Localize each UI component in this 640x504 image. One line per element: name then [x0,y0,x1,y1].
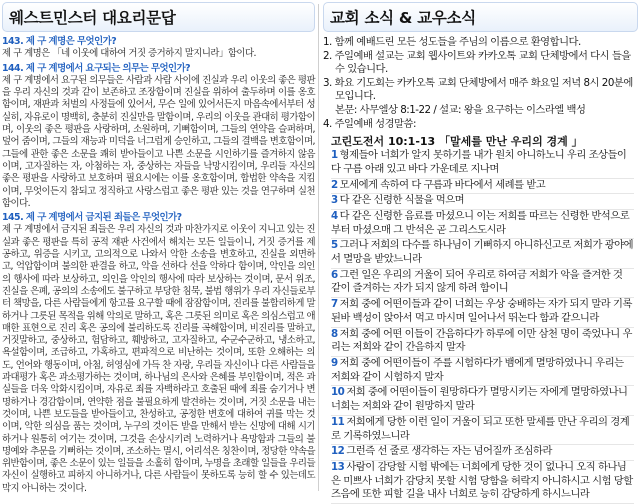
verse-number: 11 [331,415,345,428]
verse-number: 2 [331,178,338,191]
verse-number: 13 [331,460,345,473]
news-list [323,36,638,104]
verse-text: 저희 중에 어떤이들이 주를 시험하다가 뱀에게 멸망하였나니 우리는 저희와 같이 시험하지 말자 [331,357,624,383]
verse-number: 10 [331,386,345,399]
verse-text: 그런 일은 우리의 거울이 되어 우리로 하여금 저희가 악을 즐겨한 것 같이 즐겨하는 자가 되지 않게 하려 함이니 [331,268,623,295]
news-column [323,2,638,501]
verse-item [331,357,634,386]
question-145: 145. 제 구 계명에서 금지된 죄들은 무엇인가? [2,212,182,224]
news-item: 1. 함께 예배드린 모든 성도들을 주님의 이름으로 환영합니다. [323,36,581,48]
verse-text: 그런즉 선 줄로 생각하는 자는 넘어질까 조심하라 [346,445,552,458]
verse-item [331,269,634,298]
verse-item [331,445,634,461]
verse-number: 6 [331,268,338,281]
verse-number: 3 [331,194,338,207]
verse-item [331,386,634,415]
verse-item [331,210,634,239]
verse-item [331,416,634,445]
answer-143: 제 구 계명은 「네 이웃에 대하여 거짓 증거하지 말지니라」함이다. [2,48,256,60]
news-title: 교회 소식 & 교우소식 [330,9,476,27]
verse-text: 저희 중에 어떤이들과 같이 너희는 우상 숭배하는 자가 되지 말라 기록된바 백성이 앉아서 먹고 마시며 일어나서 뛰논다 함과 같으니라 [331,298,632,324]
verse-text: 모세에게 속하여 다 구름과 바다에서 세례를 받고 [339,178,546,191]
verse-number: 5 [331,239,338,252]
verse-number: 12 [331,445,345,458]
verse-text: 다 같은 신령한 식물을 먹으며 [339,194,465,207]
verse-item [331,194,634,210]
verse-item [331,461,634,504]
news-item: 2. 주일예배 설교는 교회 웹사이트와 카카오톡 교회 단체방에서 다시 들을 수 있습니다. [323,49,631,76]
verse-number: 9 [331,357,338,369]
verse-item [331,298,634,327]
verse-item [331,239,634,268]
catechism-column [2,2,315,493]
question-143: 143. 제 구 계명은 무엇인가? [2,36,117,47]
verse-list [323,149,638,504]
verse-item [331,179,634,195]
passage-title: 고린도전서 10:1-13 「말세를 만난 우리의 경계 」 [331,135,583,149]
news-header [323,2,638,32]
news-list-2 [323,118,638,132]
verse-text: 저희에게 당한 이런 일이 거울이 되고 또한 말세를 만난 우리의 경계로 기록하였느니라 [331,415,630,442]
verse-number: 1 [331,149,338,162]
news-item: 4. 주일예배 성경말씀: [323,117,416,130]
question-144: 144. 제 구 계명에서 요구되는 의무는 무엇인가? [2,62,191,74]
verse-item [331,149,634,178]
answer-144: 제 구 계명에서 요구된 의무들은 사람과 사람 사이에 진실과 우리 이웃의 좋은 평판을 우리 자신의 것과 같이 보존하고 조장함이며 진실을 위하여 출두하며 이를 옹호함이며, 재판과 처벌의 사정들에 있어서, 무슨 일에 있어서든지 마음속에서부터 성실히, 자유로이 명백히, 충분히 진실만을 말함이며, 우리의 이웃을 관대히 평가함이며, 이웃의 좋은 평판을 사랑하며, 소원하며, 기뻐함이며, 그들의 연약을 슬퍼하며, 덮어 줌이며, 그들의 재능과 미덕을 너그럽게 승인하고, 그들의 결백을 변호함이며, 그들에 관한 좋은 소문을 쾌히 받아들이고 나쁜 소문을 시인하기를 즐겨하지 않음이며, 고자질하는 자, 아첨하는 자, 중상하는 자들을 낙망시킴이며, 우리들 자신의 좋은 평판을 사랑하고 보호하며 필요시에는 이를 옹호함이며, 합법한 약속을 지킴이며, 무엇이든지 참되고 정직하고 사랑스럽고 좋은 평판 있는 것을 연구하며 실천함이다. [2,74,315,209]
verse-number: 7 [331,298,338,311]
column-divider [318,4,319,491]
verse-text: 형제들아 너희가 알지 못하기를 내가 원치 아니하노니 우리 조상들이 다 구름 아래 있고 바다 가운데로 지나며 [331,149,627,175]
verse-text: 그러나 저희의 다수를 하나님이 기뻐하지 아니하신고로 저희가 광야에서 멸망을 받았느니라 [331,239,634,266]
verse-text: 다 같은 신령한 음료를 마셨으니 이는 저희를 따르는 신령한 반석으로부터 마셨으매 그 반석은 곧 그리스도시라 [331,209,630,236]
news-item: 3. 화요 기도회는 카카오톡 교회 단체방에서 매주 화요일 저녁 8시 20분에 모입니다. [323,76,633,103]
catechism-header [2,2,315,32]
verse-item [331,328,634,357]
verse-number: 4 [331,209,338,222]
answer-145: 제 구 계명에서 금지된 죄들은 우리 자신의 것과 마찬가지로 이웃이 지니고 있는 진실과 좋은 평판을 특히 공적 재판 사건에서 해치는 모든 일들이니, 거짓 증거를 제공하고, 위증을 시키고, 고의적으로 나와서 악한 소송을 변호하고, 진실을 외면하고, 억압함이며 불의한 판결을 하고, 악을 선하다 선을 악하다 함이며, 악인을 의인의 행사에 따라 보상하고, 의인을 악인의 행사에 따라 보상하는 것이며, 문서 위조, 진실을 은폐, 공의의 소송에도 불구하고 부당한 침묵, 불법 행위가 우리 자신들로부터 책망을, 다른 사람들에게 항고를 요구할 때에 잠잠함이며, 진리를 불합리하게 말하거나 그릇된 목적을 위해 악의로 말하고, 혹은 그릇된 의미로 혹은 의심스럽고 애매한 표현으로 진리 혹은 공의에 불리하도록 진리를 곡해함이며, 비진리를 말하고, 거짓말하고, 중상하고, 험담하고, 훼방하고, 고자질하고, 수군수군하고, 냉소하고, 욕설함이며, 조급하고, 가혹하고, 편파적으로 비난하는 것이며, 또한 오해하는 의도, 언어와 행동이며, 아첨, 허영심에 가득 찬 자랑, 우리들 자신이나 다른 사람들을 과대평가 혹은 과소평가하는 것이며, 하나님의 은사와 은혜를 부인함이며, 적은 과실들을 더욱 악화시킴이며, 자유로 죄를 자백하라고 호출된 때에 죄를 숨기거나 변명하거나 경감함이며, 연약한 점을 불필요하게 발견하는 것이며, 거짓 소문을 내는 것이며, 나쁜 보도들을 받아들이고, 찬성하고, 공정한 변호에 대하여 귀를 막는 것이며, 악한 의심을 품는 것이며, 누구의 것이든 받을 만해서 받는 신망에 대해 시기하거나 원통히 여기는 것이며, 그것을 손상시키려 노력하거나 욕망함과 그들의 불명예와 추문을 기뻐하는 것이며, 조소하는 멸시, 어리석은 칭찬이며, 정당한 약속을 위반함이며, 좋은 소문이 있는 일들을 소홀히 함이며, 누명을 초래할 일들을 우리들 자신이 실행하고 피하지 아니하거나, 다른 사람들이 못하도록 능히 할 수 있는데도 막지 아니하는 것이다. [2,224,315,494]
verse-text: 사람이 감당할 시험 밖에는 너희에게 당한 것이 없나니 오직 하나님은 미쁘사 너희가 감당치 못할 시험 당함을 허락지 아니하시고 시험 당할 즈음에 또한 피할 길을 내사 너희로 능히 감당하게 하시느니라 [331,460,633,501]
catechism-title: 웨스트민스터 대요리문답 [9,9,176,27]
sermon-info: 본문: 사무엘상 8:1-22 / 설교: 왕을 요구하는 이스라엘 백성 [335,103,586,116]
verse-text: 저희 중에 어떤이들이 원망하다가 멸망시키는 자에게 멸망하였나니 너희는 저희와 같이 원망하지 말라 [331,386,628,413]
verse-number: 8 [331,327,338,340]
verse-text: 저희 중에 어떤 이들이 간음하다가 하루에 이만 삼천 명이 죽었나니 우리는 저희와 같이 간음하지 말자 [331,327,632,354]
